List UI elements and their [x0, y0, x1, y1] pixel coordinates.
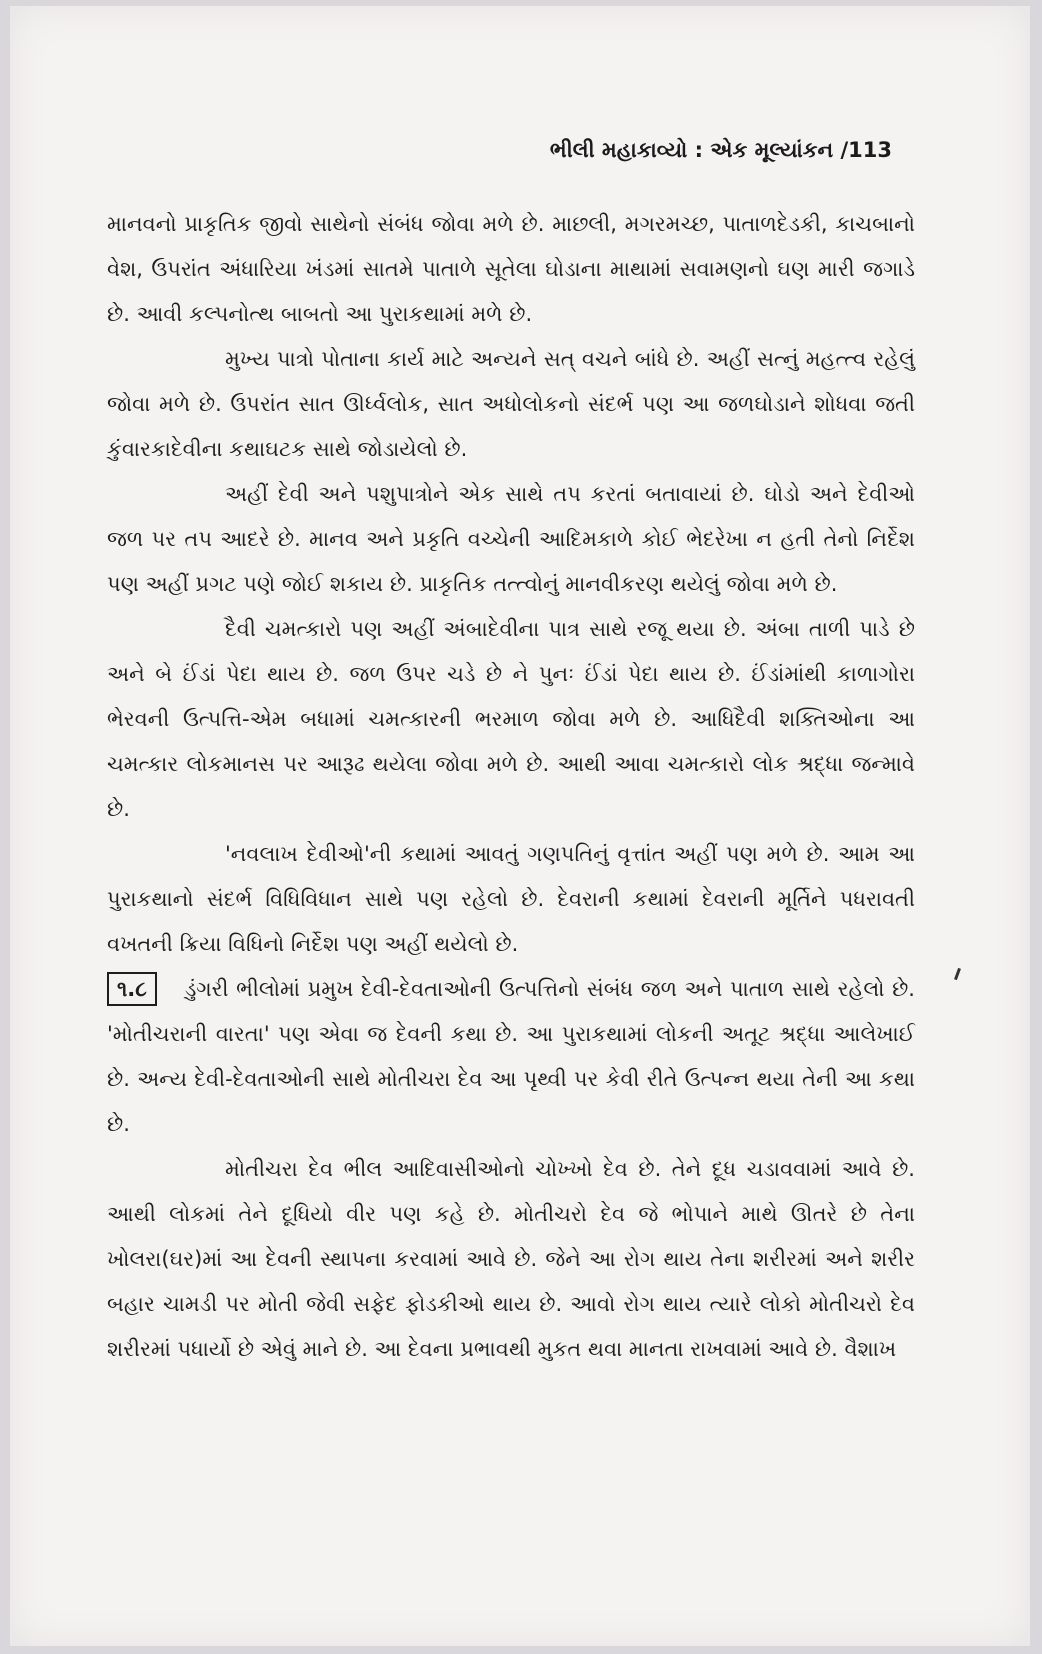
paragraph-4	[107, 607, 915, 832]
body-text	[107, 202, 915, 1372]
section-number: ૧.૮	[107, 972, 157, 1006]
ink-mark	[954, 968, 961, 980]
paragraph-text: અહીં દેવી અને પશુપાત્રોને એક સાથે તપ કરતાં બતાવાયાં છે. ઘોડો અને દેવીઓ જળ પર તપ આદરે છે. માનવ અને પ્રકૃતિ વચ્ચેની આદિમકાળે કોઈ ભેદરેખા ન હતી તેનો નિર્દેશ પણ અહીં પ્રગટ પણે જોઈ શકાય છે. પ્રાકૃતિક તત્ત્વોનું માનવીકરણ થયેલું જોવા મળે છે.	[107, 482, 915, 596]
paragraph-text: 'નવલાખ દેવીઓ'ની કથામાં આવતું ગણપતિનું વૃત્તાંત અહીં પણ મળે છે. આમ આ પુરાકથાનો સંદર્ભ વિધિવિધાન સાથે પણ રહેલો છે. દેવરાની કથામાં દેવરાની મૂર્તિને પધરાવતી વખતની ક્રિયા વિધિનો નિર્દેશ પણ અહીં થયેલો છે.	[107, 842, 915, 956]
paragraph-text: મુખ્ય પાત્રો પોતાના કાર્ય માટે અન્યને સત્ વચને બાંધે છે. અહીં સત્નું મહત્ત્વ રહેલું જોવા મળે છે. ઉપરાંત સાત ઊર્ધ્વલોક, સાત અધોલોકનો સંદર્ભ પણ આ જળઘોડાને શોધવા જતી કુંવારકાદેવીના કથાઘટક સાથે જોડાયેલો છે.	[107, 347, 915, 461]
paragraph-5	[107, 832, 915, 967]
paragraph-2	[107, 337, 915, 472]
book-page	[10, 6, 1030, 1646]
paragraph-text: માનવનો પ્રાકૃતિક જીવો સાથેનો સંબંધ જોવા મળે છે. માછલી, મગરમચ્છ, પાતાળદેડકી, કાચબાનો વેશ, ઉપરાંત અંધારિયા ખંડમાં સાતમે પાતાળે સૂતેલા ઘોડાના માથામાં સવામણનો ઘણ મારી જગાડે છે. આવી કલ્પનોત્થ બાબતો આ પુરાકથામાં મળે છે.	[107, 212, 915, 326]
paragraph-text: મોતીચરા દેવ ભીલ આદિવાસીઓનો ચોખ્ખો દેવ છે. તેને દૂધ ચડાવવામાં આવે છે. આથી લોકમાં તેને દૂધિયો વીર પણ કહે છે. મોતીચરો દેવ જે ભોપાને માથે ઊતરે છે તેના ખોલરા(ઘર)માં આ દેવની સ્થાપના કરવામાં આવે છે. જેને આ રોગ થાય તેના શરીરમાં અને શરીર બહાર ચામડી પર મોતી જેવી સફેદ ફોડકીઓ થાય છે. આવો રોગ થાય ત્યારે લોકો મોતીચરો દેવ શરીરમાં પધાર્યો છે એવું માને છે. આ દેવના પ્રભાવથી મુકત થવા માનતા રાખવામાં આવે છે. વૈશાખ	[107, 1157, 915, 1361]
paragraph-text: દૈવી ચમત્કારો પણ અહીં અંબાદેવીના પાત્ર સાથે રજૂ થયા છે. અંબા તાળી પાડે છે અને બે ઈંડાં પેદા થાય છે. જળ ઉપર ચડે છે ને પુનઃ ઈંડાં પેદા થાય છે. ઈંડાંમાંથી કાળાગોરા ભેરવની ઉત્પત્તિ-એમ બધામાં ચમત્કારની ભરમાળ જોવા મળે છે. આધિદૈવી શક્તિઓના આ ચમત્કાર લોકમાનસ પર આરૂઢ થયેલા જોવા મળે છે. આથી આવા ચમત્કારો લોક શ્રદ્ધા જન્માવે છે.	[107, 617, 915, 821]
paragraph-6	[107, 967, 915, 1147]
paragraph-3	[107, 472, 915, 607]
paragraph-text: ડુંગરી ભીલોમાં પ્રમુખ દેવી-દેવતાઓની ઉત્પત્તિનો સંબંધ જળ અને પાતાળ સાથે રહેલો છે. 'મોતીચરાની વારતા' પણ એવા જ દેવની કથા છે. આ પુરાકથામાં લોકની અતૂટ શ્રદ્ધા આલેખાઈ છે. અન્ય દેવી-દેવતાઓની સાથે મોતીચરા દેવ આ પૃથ્વી પર કેવી રીતે ઉત્પન્ન થયા તેની આ કથા છે.	[107, 977, 915, 1136]
paragraph-7	[107, 1147, 915, 1372]
running-header: ભીલી મહાકાવ્યો : એક મૂલ્યાંકન /113	[549, 138, 892, 162]
paragraph-1	[107, 202, 915, 337]
